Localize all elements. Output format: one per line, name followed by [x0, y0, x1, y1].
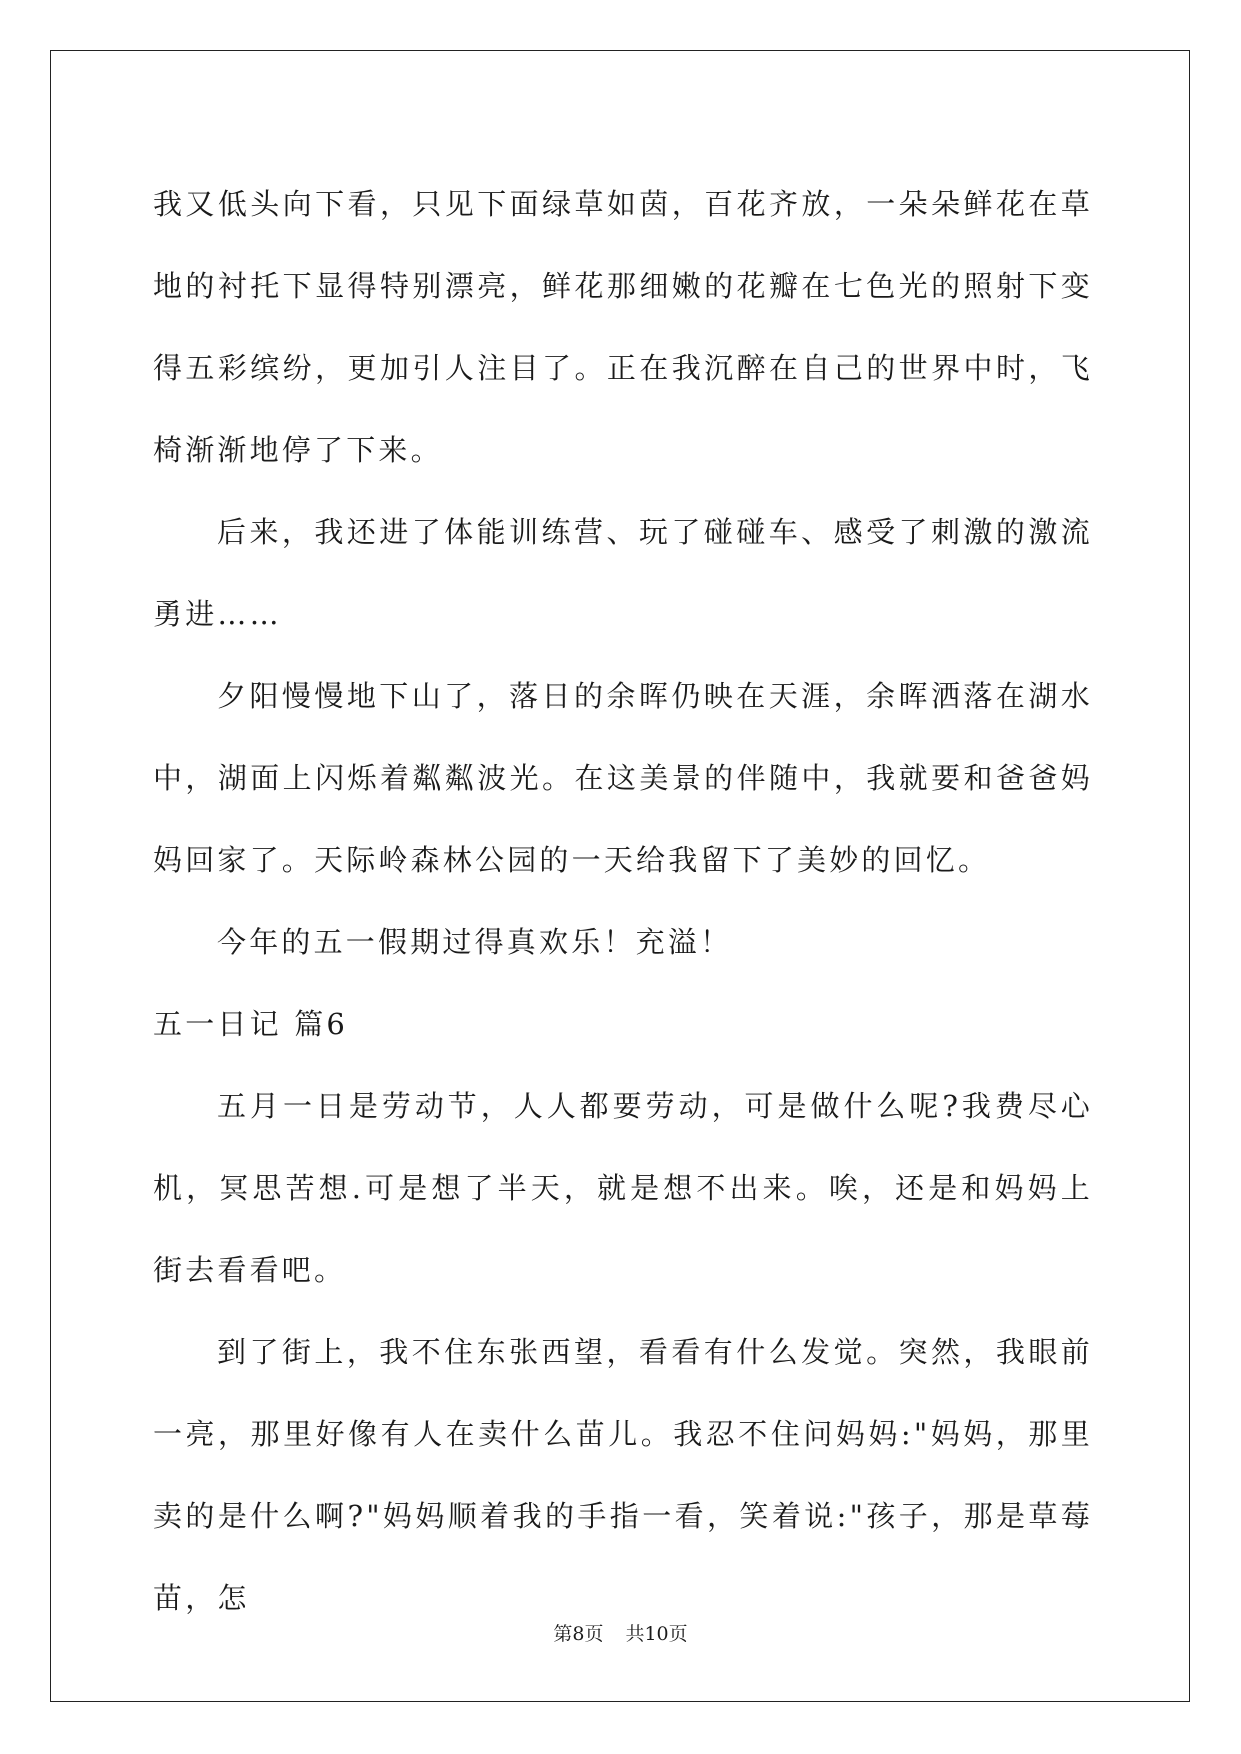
page-footer [0, 1619, 1241, 1646]
paragraph-4: 今年的五一假期过得真欢乐！充溢！ [217, 925, 733, 959]
paragraph-1: 我又低头向下看，只见下面绿草如茵，百花齐放，一朵朵鲜花在草地的衬托下显得特别漂亮，鲜花那细嫩的花瓣在七色光的照射下变得五彩缤纷，更加引人注目了。正在我沉醉在自己的世界中时，飞椅渐渐地停了下来。 [153, 187, 1093, 467]
paragraph-3: 夕阳慢慢地下山了，落日的余晖仍映在天涯，余晖洒落在湖水中，湖面上闪烁着粼粼波光。在这美景的伴随中，我就要和爸爸妈妈回家了。天际岭森林公园的一天给我留下了美妙的回忆。 [153, 679, 1093, 877]
document-body [153, 163, 1093, 1639]
paragraph-6: 到了街上，我不住东张西望，看看有什么发觉。突然，我眼前一亮，那里好像有人在卖什么苗儿。我忍不住问妈妈:"妈妈，那里卖的是什么啊?"妈妈顺着我的手指一看，笑着说:"孩子，那是草莓苗，怎 [153, 1335, 1093, 1615]
page-number: 第8页 [553, 1623, 604, 1645]
paragraph-5: 五月一日是劳动节，人人都要劳动，可是做什么呢?我费尽心机，冥思苦想.可是想了半天，就是想不出来。唉，还是和妈妈上街去看看吧。 [153, 1089, 1093, 1287]
page-total: 共10页 [625, 1623, 688, 1645]
paragraph-2: 后来，我还进了体能训练营、玩了碰碰车、感受了刺激的激流勇进…… [153, 515, 1093, 631]
section-heading: 五一日记 篇6 [153, 1007, 349, 1041]
